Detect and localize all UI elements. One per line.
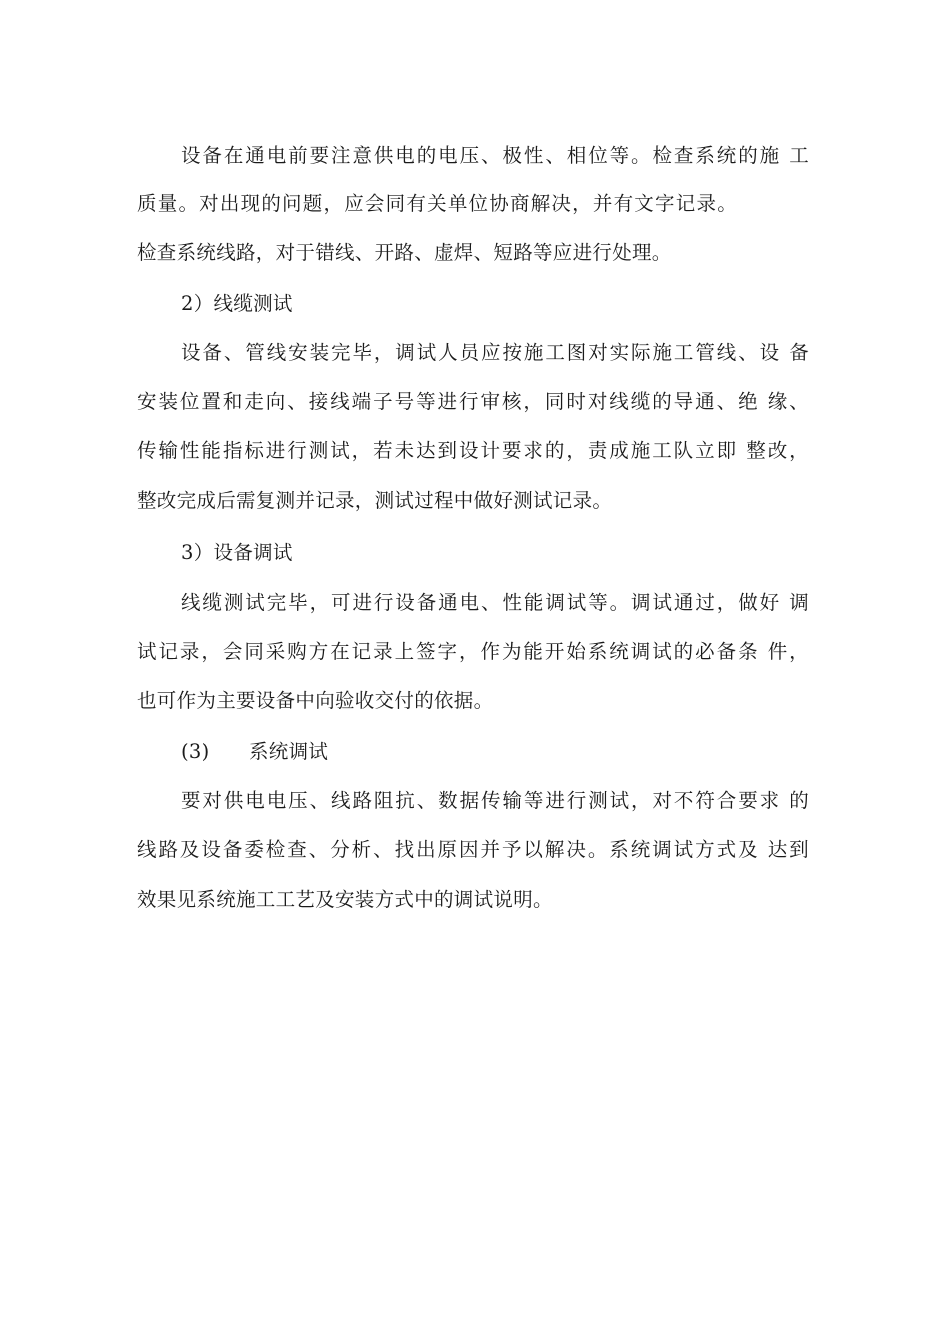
paragraph-line: 效果见系统施工工艺及安装方式中的调试说明。 <box>137 888 553 911</box>
heading-title: 设备调试 <box>213 541 293 564</box>
heading-title: 线缆测试 <box>213 292 293 315</box>
paragraph-line: 线路及设备委检查、分析、找出原因并予以解决。系统调试方式及 达到 <box>137 838 809 861</box>
paragraph-line: 设备在通电前要注意供电的电压、极性、相位等。检查系统的施 工 <box>181 144 809 167</box>
paragraph-line: 整改完成后需复测并记录，测试过程中做好测试记录。 <box>137 489 613 512</box>
paragraph-line: 设备、管线安装完毕，调试人员应按施工图对实际施工管线、设 备 <box>181 341 809 364</box>
paragraph-line: 检查系统线路，对于错线、开路、虚焊、短路等应进行处理。 <box>137 241 672 264</box>
heading-number: 3） <box>181 541 214 564</box>
paragraph-line: 线缆测试完毕，可进行设备通电、性能调试等。调试通过，做好 调 <box>181 591 809 614</box>
heading-title: 系统调试 <box>249 740 329 763</box>
section-heading <box>137 542 293 564</box>
paragraph-line: 传输性能指标进行测试，若未达到设计要求的，责成施工队立即 整改， <box>137 439 809 462</box>
paragraph-line: 质量。对出现的问题，应会同有关单位协商解决，并有文字记录。 <box>137 192 737 215</box>
paragraph-line: 也可作为主要设备中向验收交付的依据。 <box>137 689 494 712</box>
paragraph-line: 试记录，会同采购方在记录上签字，作为能开始系统调试的必备条 件， <box>137 640 809 663</box>
heading-number: 2） <box>181 292 214 315</box>
paragraph-line: 安装位置和走向、接线端子号等进行审核，同时对线缆的导通、绝 缘、 <box>137 390 809 413</box>
section-heading <box>137 741 328 763</box>
paragraph-line: 要对供电电压、线路阻抗、数据传输等进行测试，对不符合要求 的 <box>181 789 809 812</box>
heading-number: (3) <box>181 740 210 763</box>
section-heading <box>137 293 293 315</box>
